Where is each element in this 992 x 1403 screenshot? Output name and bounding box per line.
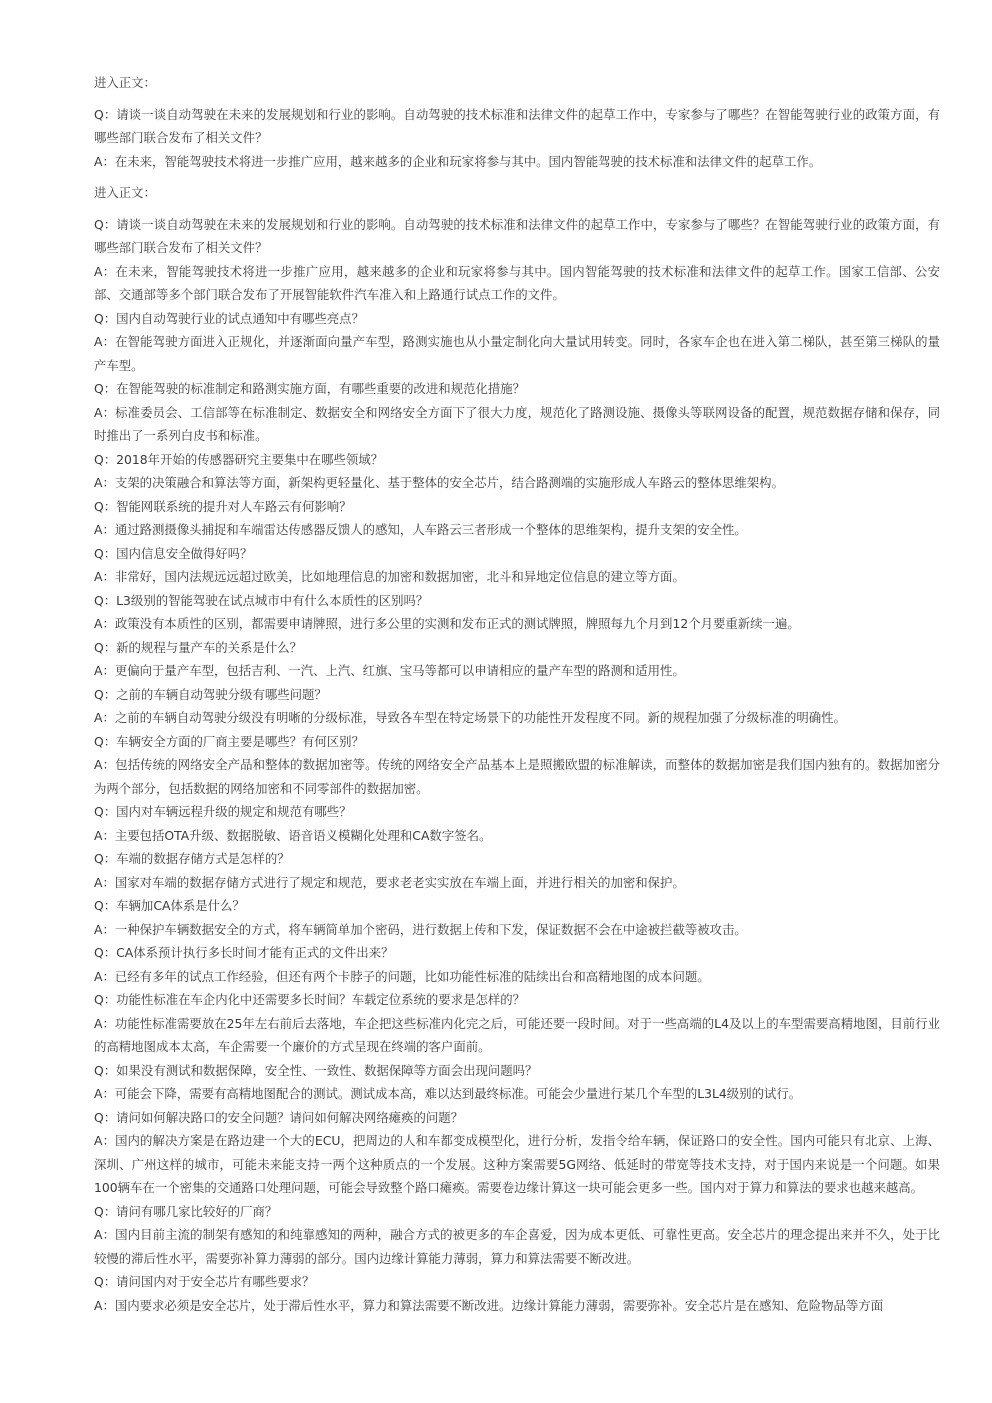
question-paragraph: Q：智能网联系统的提升对人车路云有何影响？ — [94, 498, 352, 514]
answer-paragraph: A：通过路测摄像头捕捉和车端雷达传感器反馈人的感知，人车路云三者形成一个整体的思维架构，提升支架的安全性。 — [94, 522, 747, 537]
answer-paragraph: A：国内要求必须是安全芯片，处于滞后性水平，算力和算法需要不断改进。边缘计算能力薄弱，需要弥补。安全芯片是在感知、危险物品等方面 — [94, 1297, 884, 1313]
question-paragraph: Q：请问有哪几家比较好的厂商？ — [94, 1203, 278, 1219]
section-heading: 进入正文： — [94, 75, 156, 90]
answer-paragraph: A：已经有多年的试点工作经验，但还有两个卡脖子的问题，比如功能性标准的陆续出台和高精地图的成本问题。 — [94, 968, 710, 984]
answer-paragraph: A：在智能驾驶方面进入正规化，并逐渐面向量产车型，路测实施也从小量定制化向大量试用转变。同时，各家车企也在进入第二梯队，甚至第三梯队的量产车型。 — [94, 334, 940, 373]
question-paragraph: Q：功能性标准在车企内化中还需要多长时间？车载定位系统的要求是怎样的？ — [94, 992, 526, 1007]
question-paragraph: Q：请问国内对于安全芯片有哪些要求？ — [94, 1274, 315, 1289]
question-paragraph: Q：之前的车辆自动驾驶分级有哪些问题？ — [94, 686, 327, 702]
answer-paragraph: A：国内目前主流的制架有感知的和纯靠感知的两种，融合方式的被更多的车企喜爱，因为成本更低、可靠性更高。安全芯片的理念提出来并不久，处于比较慢的滞后性水平，需要弥补算力薄弱的部分。国内边缘计算能力薄弱，算力和算法需要不断改进。 — [94, 1227, 940, 1266]
question-paragraph: Q：如果没有测试和数据保障，安全性、一致性、数据保障等方面会出现问题吗？ — [94, 1062, 538, 1078]
question-paragraph: Q：车端的数据存储方式是怎样的？ — [94, 851, 290, 866]
answer-paragraph: A：标准委员会、工信部等在标准制定、数据安全和网络安全方面下了很大力度，规范化了路测设施、摄像头等联网设备的配置，规范数据存储和保存，同时推出了一系列白皮书和标准。 — [94, 404, 940, 443]
answer-paragraph: A：可能会下降，需要有高精地图配合的测试。测试成本高，难以达到最终标准。可能会少量进行某几个车型的L3L4级别的试行。 — [94, 1086, 802, 1101]
question-paragraph: Q：新的规程与量产车的关系是什么？ — [94, 639, 303, 655]
question-paragraph: Q：国内对车辆远程升级的规定和规范有哪些？ — [94, 804, 352, 819]
answer-paragraph: A：包括传统的网络安全产品和整体的数据加密等。传统的网络安全产品基本上是照搬欧盟的标准解读，而整体的数据加密是我们国内独有的。数据加密分为两个部分，包括数据的网络加密和不同零部件的数据加密。 — [94, 757, 940, 796]
answer-paragraph: A：非常好，国内法规远远超过欧美，比如地理信息的加密和数据加密，北斗和异地定位信息的建立等方面。 — [94, 569, 685, 584]
question-paragraph: Q：L3级别的智能驾驶在试点城市中有什么本质性的区别吗？ — [94, 592, 429, 608]
answer-paragraph: A：更偏向于量产车型，包括吉利、一汽、上汽、红旗、宝马等都可以申请相应的量产车型的路测和适用性。 — [94, 663, 685, 678]
answer-paragraph: A：在未来，智能驾驶技术将进一步推广应用，越来越多的企业和玩家将参与其中。国内智能驾驶的技术标准和法律文件的起草工作。 — [94, 153, 822, 169]
answer-paragraph: A：之前的车辆自动驾驶分级没有明晰的分级标准，导致各车型在特定场景下的功能性开发程度不同。新的规程加强了分级标准的明确性。 — [94, 710, 846, 725]
question-paragraph: Q：国内信息安全做得好吗？ — [94, 545, 253, 561]
answer-paragraph: A：国内的解决方案是在路边建一个大的ECU，把周边的人和车都变成模型化，进行分析，发指令给车辆，保证路口的安全性。国内可能只有北京、上海、深圳、广州这样的城市，可能未来能支持一两个这种质点的一个发展。这种方案需要5G网络、低延时的带宽等技术支持，对于国内来说是一个问题。如果100辆车在一个密集的交通路口处理问题，可能会导致整个路口瘫痪。需要卷边缘计算这一块可能会更多一些。国内对于算力和算法的要求也越来越高。 — [94, 1133, 940, 1195]
question-paragraph: Q：2018年开始的传感器研究主要集中在哪些领域？ — [94, 451, 384, 467]
section-1 — [94, 71, 940, 173]
answer-paragraph: A：政策没有本质性的区别，都需要申请牌照，进行多公里的实测和发布正式的测试牌照，牌照每九个月到12个月要重新续一遍。 — [94, 616, 800, 631]
answer-paragraph: A：功能性标准需要放在25年左右前后去落地，车企把这些标准内化完之后，可能还要一段时间。对于一些高端的L4及以上的车型需要高精地图，目前行业的高精地图成本太高，车企需要一个廉价的方式呈现在终端的客户面前。 — [94, 1015, 940, 1054]
question-paragraph: Q：车辆安全方面的厂商主要是哪些？有何区别？ — [94, 733, 364, 749]
answer-paragraph: A：在未来，智能驾驶技术将进一步推广应用，越来越多的企业和玩家将参与其中。国内智能驾驶的技术标准和法律文件的起草工作。国家工信部、公安部、交通部等多个部门联合发布了开展智能软件汽车准入和上路通行试点工作的文件。 — [94, 263, 940, 302]
answer-paragraph: A：支架的决策融合和算法等方面，新架构更轻量化、基于整体的安全芯片，结合路测端的实施形成人车路云的整体思维架构。 — [94, 475, 784, 490]
section-heading: 进入正文： — [94, 185, 156, 200]
question-paragraph: Q：请问如何解决路口的安全问题？请问如何解决网络瘫痪的问题？ — [94, 1109, 464, 1125]
answer-paragraph: A：主要包括OTA升级、数据脱敏、语音语义模糊化处理和CA数字签名。 — [94, 827, 492, 843]
answer-paragraph: A：国家对车端的数据存储方式进行了规定和规范，要求老老实实放在车端上面，并进行相关的加密和保护。 — [94, 874, 685, 890]
question-paragraph: Q：请谈一谈自动驾驶在未来的发展规划和行业的影响。自动驾驶的技术标准和法律文件的起草工作中，专家参与了哪些？在智能驾驶行业的政策方面，有哪些部门联合发布了相关文件？ — [94, 106, 940, 145]
question-paragraph: Q：国内自动驾驶行业的试点通知中有哪些亮点？ — [94, 310, 364, 326]
question-paragraph: Q：车辆加CA体系是什么？ — [94, 898, 245, 913]
section-2 — [94, 181, 940, 1317]
question-paragraph: Q：在智能驾驶的标准制定和路测实施方面，有哪些重要的改进和规范化措施？ — [94, 381, 526, 396]
question-paragraph: Q：CA体系预计执行多长时间才能有正式的文件出来？ — [94, 945, 394, 960]
answer-paragraph: A：一种保护车辆数据安全的方式，将车辆简单加个密码，进行数据上传和下发，保证数据不会在中途被拦截等被攻击。 — [94, 921, 747, 937]
question-paragraph: Q：请谈一谈自动驾驶在未来的发展规划和行业的影响。自动驾驶的技术标准和法律文件的起草工作中，专家参与了哪些？在智能驾驶行业的政策方面，有哪些部门联合发布了相关文件？ — [94, 216, 940, 255]
